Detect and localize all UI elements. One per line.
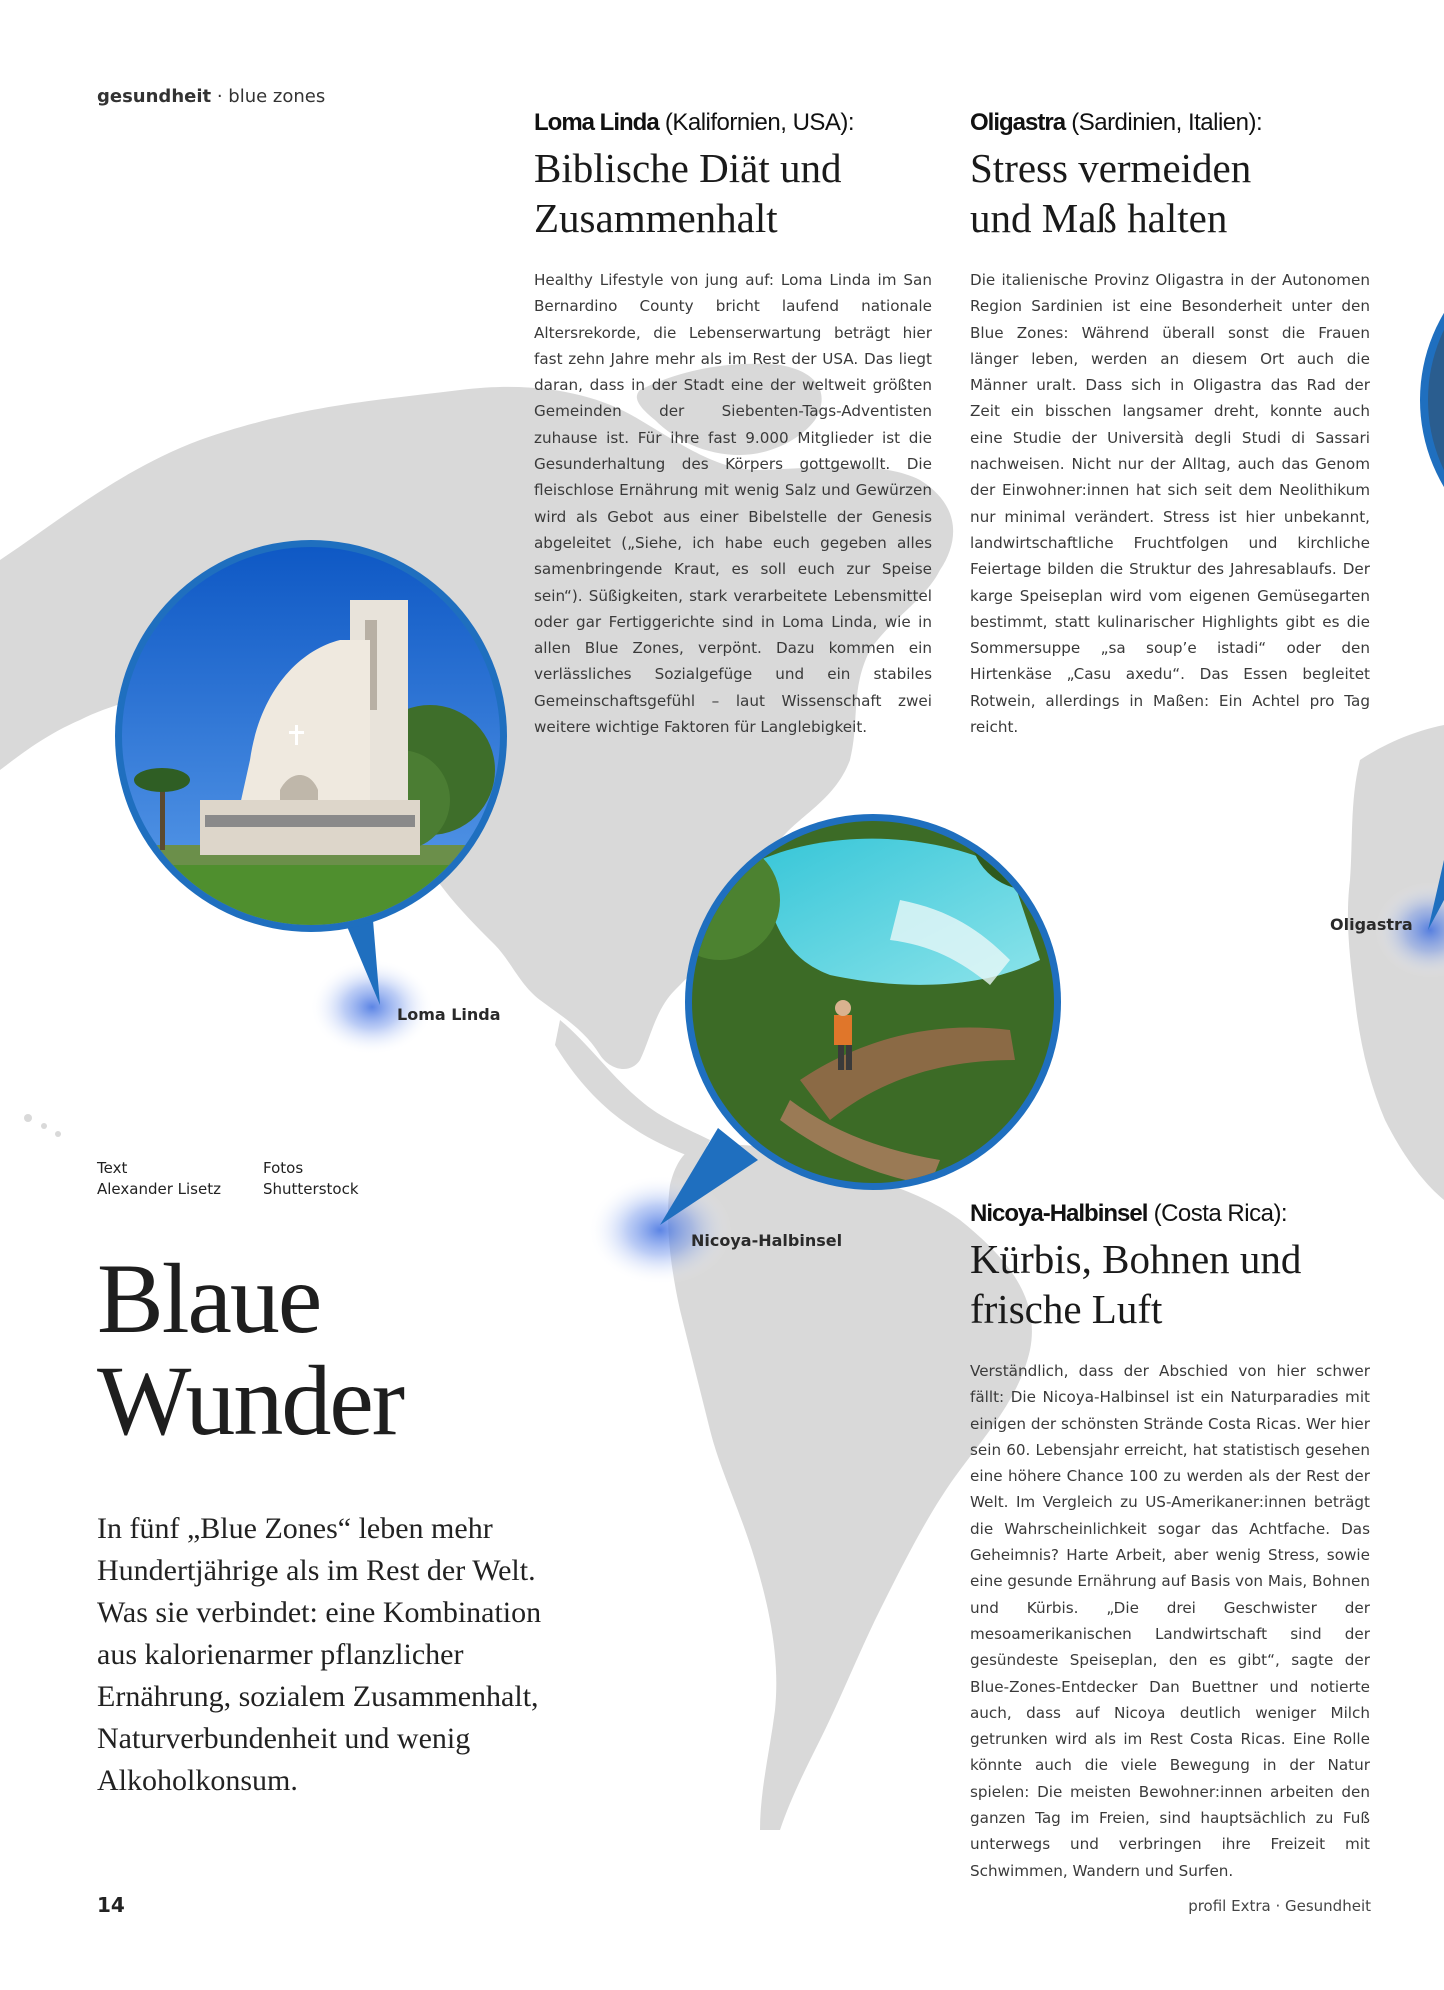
place-name: Oligastra xyxy=(970,109,1066,136)
place-name: Nicoya-Halbinsel xyxy=(970,1200,1148,1227)
page-number: 14 xyxy=(97,1893,125,1917)
article-label xyxy=(970,109,1370,137)
title-line-1: Biblische Diät und xyxy=(534,145,842,191)
title-line-1: Stress vermeiden xyxy=(970,145,1252,191)
region-name: (Costa Rica): xyxy=(1147,1200,1288,1227)
article-oligastra xyxy=(970,109,1370,740)
title-line-2: Zusammenhalt xyxy=(534,195,778,241)
article-label xyxy=(970,1200,1370,1228)
region-name: (Sardinien, Italien): xyxy=(1065,109,1263,136)
kicker-rest: · blue zones xyxy=(211,86,326,107)
map-label-nicoya: Nicoya-Halbinsel xyxy=(691,1231,843,1250)
loma-linda-photo-pin xyxy=(110,540,520,1005)
credit-text-name: Alexander Lisetz xyxy=(97,1180,221,1198)
region-name: (Kalifornien, USA): xyxy=(658,109,855,136)
title-line-2: und Maß halten xyxy=(970,195,1228,241)
credit-photo-name: Shutterstock xyxy=(263,1180,359,1198)
page-title xyxy=(97,1243,404,1456)
page-title-line-2: Wunder xyxy=(97,1345,404,1456)
title-line-1: Kürbis, Bohnen und xyxy=(970,1236,1302,1282)
article-body: Die italienische Provinz Oligastra in der Autonomen Region Sardinien ist eine Besonderheit unter den Blue Zones: Während überall sonst die Frauen länger leben, werden an diesem Ort auch die Männer uralt. Dass sich in Oligastra das Rad der Zeit ein bisschen langsamer dreht, konnte auch eine Studie der Università degli Studi di Sassari nachweisen. Nicht nur der Alltag, auch das Genom der Einwohner:innen hat sich seit dem Neolithikum nur minimal verändert. Stress ist hier unbekannt, landwirtschaftliche Fruchtfolgen und kirchliche Feiertage bilden die Struktur des Jahresablaufs. Der karge Speiseplan wird vom eigenen Gemüsegarten bestimmt, statt kulinarischer Highlights gibt es die Sommersuppe „sa soup’e istadi“ oder den Hirtenkäse „Casu axedu“. Das Essen begleitet Rotwein, allerdings in Maßen: Ein Achtel pro Tag reicht. xyxy=(970,271,1370,737)
place-name: Loma Linda xyxy=(534,109,659,136)
article-body: Verständlich, dass der Abschied von hier schwer fällt: Die Nicoya-Halbinsel ist ein Naturparadies mit einigen der schönsten Strände Costa Ricas. Wer hier sein 60. Lebensjahr erreicht, hat statistisch gesehen eine höhere Chance 100 zu werden als der Rest der Welt. Im Vergleich zu US-Amerikaner:innen beträgt die Wahrscheinlichkeit sogar das Achtfache. Das Geheimnis? Harte Arbeit, aber wenig Stress, sowie eine gesunde Ernährung auf Basis von Mais, Bohnen und Kürbis. „Die drei Geschwister der mesoamerikanischen Landwirtschaft sind der gesündeste Speiseplan, den es gibt“, sagte der Blue-Zones-Entdecker Dan Buettner und notierte auch, dass auf Nicoya deutlich weniger Milch getrunken wird als im Rest Costa Ricas. Eine Rolle könnte auch die viele Bewegung in der Natur spielen: Die meisten Bewohner:innen arbeiten den ganzen Tag im Freien, sind hauptsächlich zu Fuß unterwegs und verbringen ihre Freizeit mit Schwimmen, Wandern und Surfen. xyxy=(970,1362,1370,1880)
article-label xyxy=(534,109,932,137)
article-title xyxy=(970,143,1370,243)
kicker-bold: gesundheit xyxy=(97,86,212,107)
map-label-loma-linda: Loma Linda xyxy=(397,1005,501,1024)
page-title-line-1: Blaue xyxy=(97,1243,321,1354)
credit-photos xyxy=(263,1158,359,1200)
article-nicoya xyxy=(970,1200,1370,1884)
credit-text-label: Text xyxy=(97,1159,128,1177)
island xyxy=(41,1123,47,1129)
article-title xyxy=(970,1234,1370,1334)
article-title xyxy=(534,143,932,243)
credit-text xyxy=(97,1158,221,1200)
article-body: Healthy Lifestyle von jung auf: Loma Linda im San Bernardino County bricht laufend nationale Altersrekorde, die Lebenserwartung beträgt hier fast zehn Jahre mehr als im Rest der USA. Das liegt daran, dass in der Stadt eine der weltweit größten Gemeinden der Siebenten-Tags-Adventisten zuhause ist. Für ihre fast 9.000 Mitglieder ist die Gesunderhaltung des Körpers gottgewollt. Die fleischlose Ernährung mit wenig Salz und Gewürzen wird als Gebot aus einer Bibelstelle der Genesis abgeleitet („Siehe, ich habe euch gegeben alles samenbringende Kraut, es soll euch zur Speise sein“). Süßigkeiten, stark verarbeitete Lebensmittel oder gar Fertiggerichte sind in Loma Linda, wie in allen Blue Zones, verpönt. Dazu kommen ein verlässliches Sozialgefüge und ein stabiles Gemeinschaftsgefühl – laut Wissenschaft zwei weitere wichtige Faktoren für Langlebigkeit. xyxy=(534,271,932,737)
island xyxy=(24,1114,32,1122)
intro-text: In fünf „Blue Zones“ leben mehr Hundertjährige als im Rest der Welt. Was sie verbindet: eine Kombination aus kalorienarmer pflanzlicher Ernährung, sozialem Zusammenhalt, Naturverbundenheit und wenig Alkoholkonsum. xyxy=(97,1512,542,1797)
title-line-2: frische Luft xyxy=(970,1286,1163,1332)
map-label-oligastra: Oligastra xyxy=(1330,915,1413,934)
article-loma-linda xyxy=(534,109,932,740)
island xyxy=(55,1131,61,1137)
section-kicker xyxy=(97,86,325,107)
publication-name: profil Extra · Gesundheit xyxy=(1188,1897,1371,1915)
credit-photo-label: Fotos xyxy=(263,1159,304,1177)
